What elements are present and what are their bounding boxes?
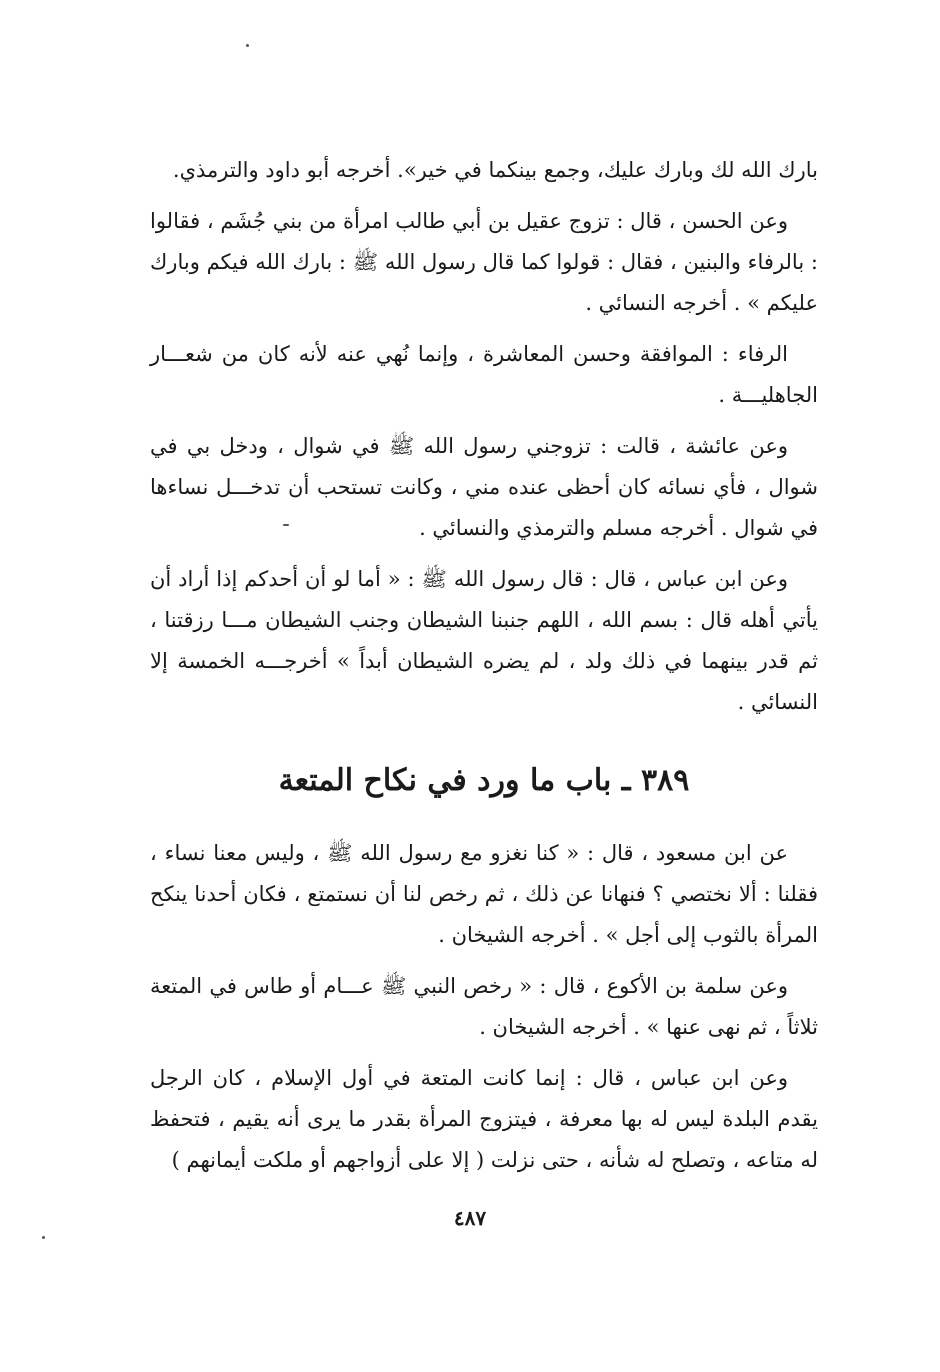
paragraph: وعن ابن عباس ، قال : إنما كانت المتعة في أول الإسلام ، كان الرجل يقدم البلدة ليس له بها معرفة ، فيتزوج المرأة بقدر ما يرى أنه يقيم ، فتحفظ له متاعه ، وتصلح له شأنه ، حتى نزلت ( إلا على أزواجهم أو ملكت أيمانهم ) xyxy=(150,1066,818,1172)
chapter-heading: ٣٨٩ ـ باب ما ورد في نكاح المتعة xyxy=(278,763,690,798)
page-body xyxy=(150,150,818,1191)
paragraph: الرفاء : الموافقة وحسن المعاشرة ، وإنما نُهي عنه لأنه كان من شعـــار الجاهليـــة . xyxy=(150,342,818,407)
page-number: ٤٨٧ xyxy=(453,1206,487,1230)
paragraph: بارك الله لك وبارك عليك، وجمع بينكما في خير». أخرجه أبو داود والترمذي. xyxy=(172,158,818,182)
paragraph: عن ابن مسعود ، قال : « كنا نغزو مع رسول الله ﷺ ، وليس معنا نساء ، فقلنا : ألا نختصي ؟ فنهانا عن ذلك ، ثم رخص لنا أن نستمتع ، فكان أحدنا ينكح المرأة بالثوب إلى أجل » . أخرجه الشيخان . xyxy=(150,841,818,947)
paragraph: وعن الحسن ، قال : تزوج عقيل بن أبي طالب امرأة من بني جُشَم ، فقالوا : بالرفاء والبنين ، فقال : قولوا كما قال رسول الله ﷺ : بارك الله فيكم وبارك عليكم » . أخرجه النسائي . xyxy=(150,209,818,315)
paragraph: وعن سلمة بن الأكوع ، قال : « رخص النبي ﷺ عـــام أو طاس في المتعة ثلاثاً ، ثم نهى عنها » . أخرجه الشيخان . xyxy=(150,974,818,1039)
paragraph: وعن عائشة ، قالت : تزوجني رسول الله ﷺ في شوال ، ودخل بي في شوال ، فأي نسائه كان أحظى عنده مني ، وكانت تستحب أن تدخـــل نساءها في شوال . أخرجه مسلم والترمذي والنسائي . xyxy=(150,434,818,540)
scan-speck xyxy=(42,1236,45,1239)
paragraph: وعن ابن عباس ، قال : قال رسول الله ﷺ : « أما لو أن أحدكم إذا أراد أن يأتي أهله قال : بسم الله ، اللهم جنبنا الشيطان وجنب الشيطان مـــا رزقتنا ، ثم قدر بينهما في ذلك ولد ، لم يضره الشيطان أبداً » أخرجـــه الخمسة إلا النسائي . xyxy=(150,567,818,714)
scan-speck xyxy=(246,44,249,47)
